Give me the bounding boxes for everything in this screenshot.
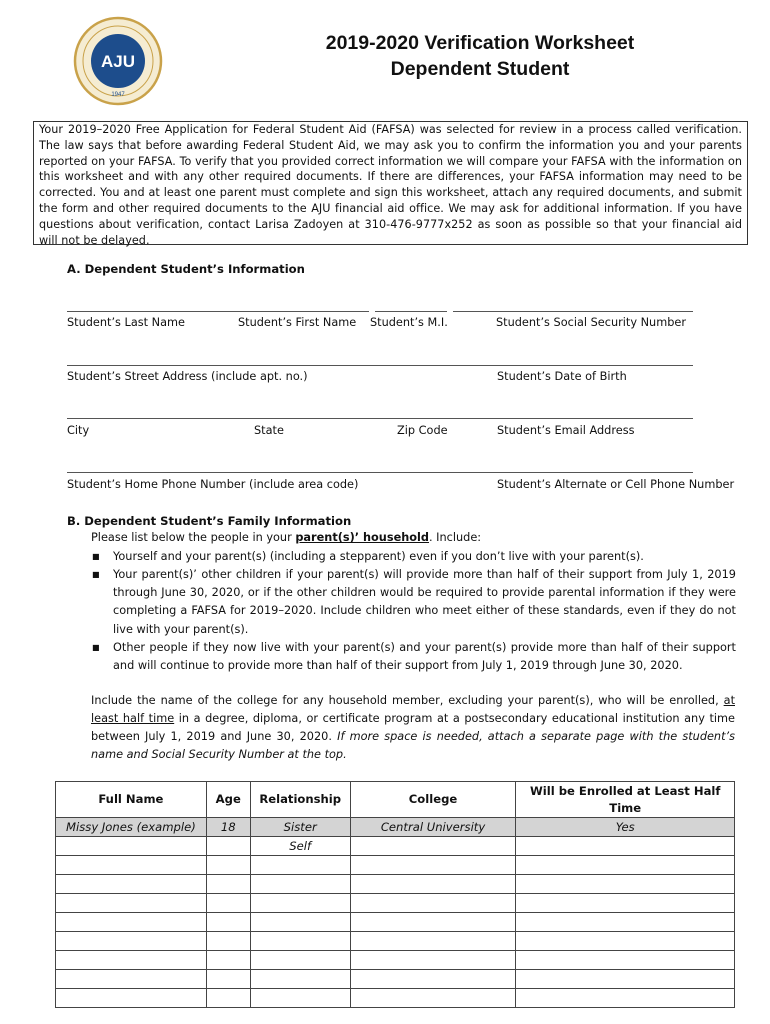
col-college: College <box>350 782 516 818</box>
table-cell[interactable] <box>56 875 207 894</box>
table-row[interactable] <box>56 932 735 951</box>
city-state-zip-email-field[interactable] <box>67 418 693 419</box>
table-cell[interactable] <box>516 875 735 894</box>
col-relationship: Relationship <box>250 782 350 818</box>
table-cell[interactable] <box>206 970 250 989</box>
table-cell[interactable] <box>206 989 250 1008</box>
table-cell[interactable] <box>250 970 350 989</box>
table-cell: Self <box>250 837 350 856</box>
table-cell[interactable] <box>250 875 350 894</box>
table-cell[interactable] <box>516 837 735 856</box>
table-cell[interactable] <box>206 951 250 970</box>
title-line-2: Dependent Student <box>390 58 570 80</box>
table-cell[interactable] <box>250 951 350 970</box>
table-cell: 18 <box>206 818 250 837</box>
city-label: City <box>67 424 90 437</box>
table-cell[interactable] <box>516 989 735 1008</box>
table-row[interactable] <box>56 875 735 894</box>
ssn-label: Student’s Social Security Number <box>496 316 686 329</box>
table-cell[interactable] <box>206 894 250 913</box>
lead-text: Please list below the people in your <box>91 531 296 544</box>
table-cell[interactable] <box>56 932 207 951</box>
table-cell[interactable] <box>350 837 516 856</box>
table-cell[interactable] <box>516 894 735 913</box>
table-cell[interactable] <box>206 932 250 951</box>
square-bullet-icon: ■ <box>92 552 100 561</box>
square-bullet-icon: ■ <box>92 643 100 652</box>
dob-label: Student’s Date of Birth <box>497 370 627 383</box>
table-cell[interactable] <box>56 894 207 913</box>
page-title <box>250 30 710 82</box>
table-cell[interactable] <box>250 856 350 875</box>
table-cell[interactable] <box>206 875 250 894</box>
table-cell: Central University <box>350 818 516 837</box>
table-cell[interactable] <box>350 970 516 989</box>
table-cell: Sister <box>250 818 350 837</box>
lead-text-end: . Include: <box>429 531 482 544</box>
last-name-field[interactable] <box>67 311 369 312</box>
title-line-1: 2019-2020 Verification Worksheet <box>325 32 635 54</box>
table-row[interactable] <box>56 989 735 1008</box>
table-cell[interactable] <box>56 837 207 856</box>
table-cell[interactable] <box>56 856 207 875</box>
intro-box: Your 2019–2020 Free Application for Federal Student Aid (FAFSA) was selected for review in a process called verification. The law says that before awarding Federal Student Aid, we may ask you to confirm the information you and your parents reported on your FAFSA. To verify that you provided correct information we will compare your FAFSA with the information on this worksheet and with any other required documents. If there are differences, your FAFSA information may need to be corrected. You and at least one parent must complete and sign this worksheet, attach any required documents, and submit the form and other required documents to the AJU financial aid office. We may ask for additional information. If you have questions about verification, contact Larisa Zadoyen at 310-476-9777x252 as soon as possible so that your financial aid will not be delayed. <box>33 121 748 245</box>
zip-label: Zip Code <box>397 424 448 437</box>
table-cell[interactable] <box>516 932 735 951</box>
table-cell: Yes <box>516 818 735 837</box>
table-cell[interactable] <box>250 894 350 913</box>
logo-year: 1947 <box>111 92 125 98</box>
ssn-field[interactable] <box>453 311 693 312</box>
table-cell[interactable] <box>350 894 516 913</box>
table-cell[interactable] <box>56 989 207 1008</box>
state-label: State <box>254 424 284 437</box>
table-cell[interactable] <box>516 970 735 989</box>
table-cell[interactable] <box>206 837 250 856</box>
mi-field[interactable] <box>375 311 447 312</box>
address-label: Student’s Street Address (include apt. no.) <box>67 370 308 383</box>
table-row-example <box>56 818 735 837</box>
table-row[interactable] <box>56 856 735 875</box>
household-table <box>55 781 735 1008</box>
table-cell[interactable] <box>206 856 250 875</box>
col-age: Age <box>206 782 250 818</box>
cell-phone-label: Student’s Alternate or Cell Phone Number <box>497 478 735 491</box>
table-cell[interactable] <box>516 951 735 970</box>
table-cell[interactable] <box>516 856 735 875</box>
table-cell[interactable] <box>56 951 207 970</box>
table-cell[interactable] <box>350 856 516 875</box>
table-cell: Missy Jones (example) <box>56 818 207 837</box>
address-field[interactable] <box>67 365 693 366</box>
table-cell[interactable] <box>56 913 207 932</box>
section-a-heading: A. Dependent Student’s Information <box>67 262 305 276</box>
mi-label: Student’s M.I. <box>370 316 448 329</box>
table-cell[interactable] <box>350 875 516 894</box>
lead-underlined: parent(s)’ household <box>295 531 429 544</box>
table-row[interactable] <box>56 894 735 913</box>
first-name-label: Student’s First Name <box>238 316 357 329</box>
last-name-label: Student’s Last Name <box>67 316 185 329</box>
bullet-item: ■ Other people if they now live with your parent(s) and your parent(s) provide more than half of their support and will continue to provide more than half of their support from July 1, 2019 through June 30, 2020. <box>92 641 736 673</box>
table-row[interactable] <box>56 913 735 932</box>
table-cell[interactable] <box>350 932 516 951</box>
square-bullet-icon: ■ <box>92 570 100 579</box>
table-row[interactable] <box>56 970 735 989</box>
table-cell[interactable] <box>250 932 350 951</box>
section-b-heading: B. Dependent Student’s Family Information <box>67 514 352 528</box>
logo-initials: AJU <box>100 52 136 71</box>
table-row-self[interactable] <box>56 837 735 856</box>
table-cell[interactable] <box>350 913 516 932</box>
home-phone-label: Student’s Home Phone Number (include area code) <box>67 478 359 491</box>
table-header-row <box>56 782 735 818</box>
table-cell[interactable] <box>350 989 516 1008</box>
table-cell[interactable] <box>250 989 350 1008</box>
table-row[interactable] <box>56 951 735 970</box>
household-lead <box>91 531 481 544</box>
table-cell[interactable] <box>350 951 516 970</box>
phone-field[interactable] <box>67 472 693 473</box>
table-cell[interactable] <box>56 970 207 989</box>
table-cell[interactable] <box>516 913 735 932</box>
bullet-item: ■ Your parent(s)’ other children if your parent(s) will provide more than half of their support from July 1, 2019 through June 30, 2020, or if the other children would be required to provide parental information if they were completing a FAFSA for 2019–2020. Include children who meet either of these standards, even if they do not live with your parent(s). <box>92 568 736 636</box>
col-enrolled: Will be Enrolled at Least Half Time <box>516 782 735 818</box>
col-full-name: Full Name <box>56 782 207 818</box>
email-label: Student’s Email Address <box>497 424 635 437</box>
college-note: Include the name of the college for any household member, excluding your parent(s), who will be enrolled, at least half time in a degree, diploma, or certificate program at a postsecondary educational institution any time between July 1, 2019 and June 30, 2020. If more space is needed, attach a separate page with the student’s name and Social Security Number at the top. <box>91 694 736 761</box>
bullet-item: ■ Yourself and your parent(s) (including a stepparent) even if you don’t live with your parent(s). <box>96 548 736 566</box>
table-cell[interactable] <box>206 913 250 932</box>
aju-logo <box>73 16 163 106</box>
table-cell[interactable] <box>250 913 350 932</box>
